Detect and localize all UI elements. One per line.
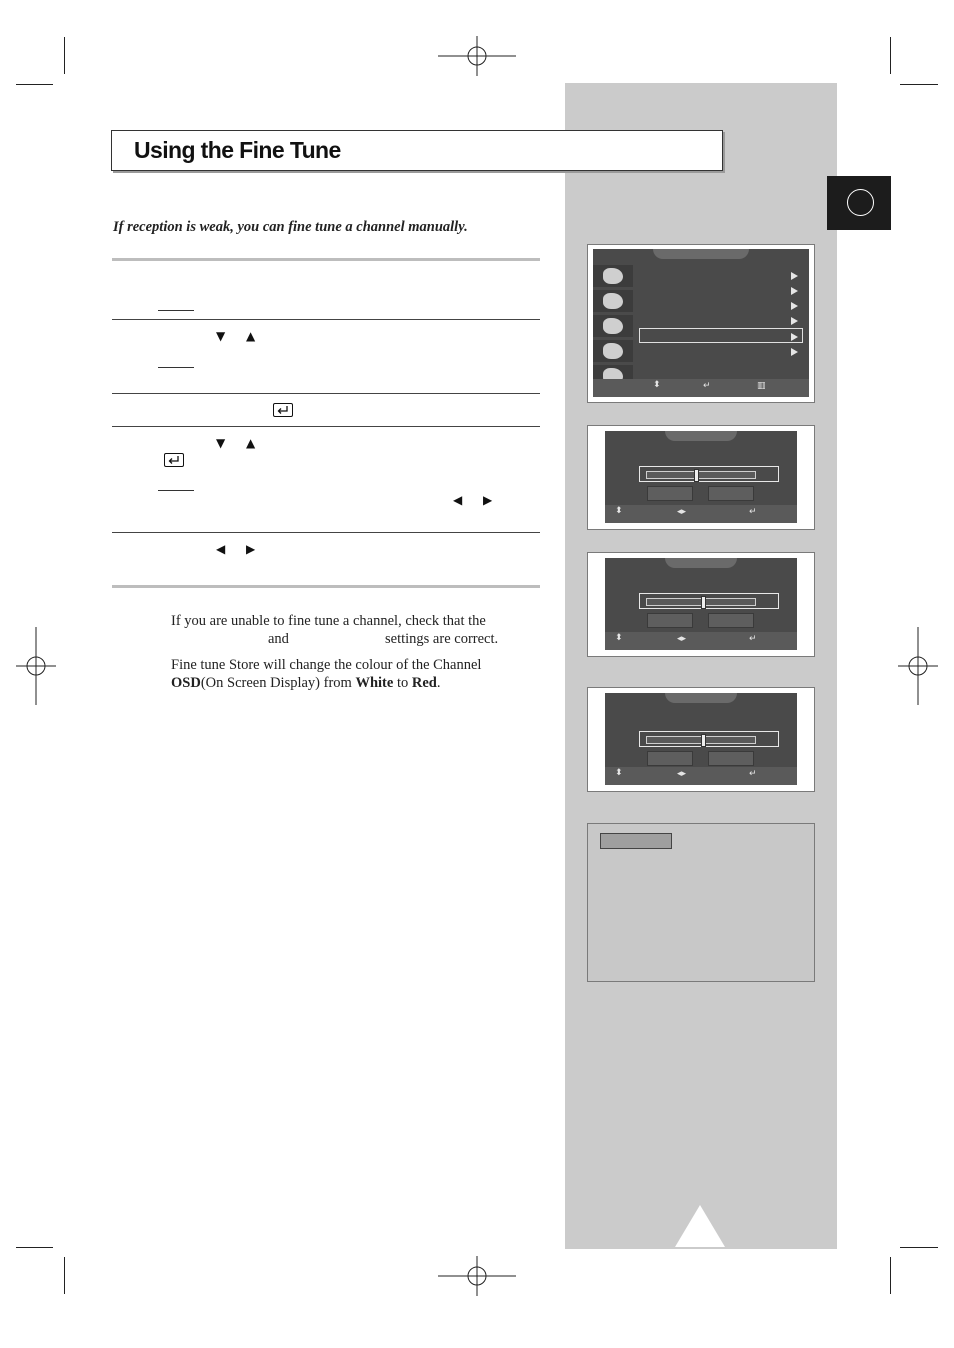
tv-menu-panel-4 (587, 687, 815, 792)
submenu-arrow-icon (791, 348, 798, 356)
slider-knob[interactable] (701, 596, 706, 609)
white-label: White (355, 675, 394, 691)
note-2-to: to (393, 675, 412, 691)
info-tag (600, 833, 672, 849)
registration-mark-icon (438, 36, 516, 76)
registration-mark-icon (16, 627, 56, 705)
fine-tune-slider[interactable] (639, 731, 779, 747)
tv-screen (593, 249, 809, 397)
enter-icon: ↵ (749, 769, 757, 779)
up-arrow-icon: ▲ (246, 436, 256, 450)
enter-icon: ↵ (749, 634, 757, 644)
left-arrow-icon: ◀ (216, 542, 226, 556)
menu-title-bar (665, 558, 737, 568)
step-divider (112, 532, 540, 533)
note-1-tail: settings are correct. (385, 631, 499, 647)
slider-track (646, 471, 756, 479)
enter-icon: ↵ (749, 507, 757, 517)
reset-button[interactable] (708, 486, 754, 501)
intro-text: If reception is weak, you can fine tune a channel manually. (113, 219, 468, 235)
menu-icon: ▥ (757, 381, 766, 391)
crop-mark (890, 37, 891, 74)
circle-icon (847, 189, 874, 216)
store-button[interactable] (647, 486, 693, 501)
tv-menu-panel-2 (587, 425, 815, 530)
note-2-mid: (On Screen Display) from (200, 675, 356, 691)
crop-mark (64, 37, 65, 74)
crop-mark (900, 1247, 938, 1248)
menu-title-bar (665, 431, 737, 441)
menu-icon-cell (593, 340, 633, 362)
section-divider (112, 585, 540, 588)
crop-mark (890, 1257, 891, 1294)
section-divider (112, 258, 540, 261)
registration-mark-icon (898, 627, 938, 705)
page-title: Using the Fine Tune (134, 137, 341, 163)
slider-track (646, 598, 756, 606)
down-arrow-icon: ▼ (216, 329, 226, 343)
slider-knob[interactable] (694, 469, 699, 482)
osd-label: OSD (171, 675, 201, 691)
crop-mark (64, 1257, 65, 1294)
step-divider (112, 426, 540, 427)
note-1-line2 (171, 630, 516, 648)
tv-screen (605, 558, 797, 650)
note-1 (171, 612, 516, 648)
submenu-arrow-icon (791, 317, 798, 325)
move-icon: ⬍ (615, 768, 623, 778)
reset-button[interactable] (708, 613, 754, 628)
note-2-line1: Fine tune Store will change the colour of the Channel (171, 657, 482, 673)
language-tab (827, 176, 891, 230)
down-arrow-icon: ▼ (216, 436, 226, 450)
store-button[interactable] (647, 751, 693, 766)
note-1-line1: If you are unable to fine tune a channel, check that the (171, 613, 486, 629)
submenu-arrow-icon (791, 333, 798, 341)
move-icon: ⬍ (615, 633, 623, 643)
crop-mark (900, 84, 938, 85)
menu-icon-cell (593, 290, 633, 312)
menu-title-bar (665, 693, 737, 703)
note-2 (171, 656, 516, 692)
left-arrow-icon: ◀ (453, 493, 463, 507)
menu-icon-column (593, 265, 633, 390)
adjust-icon: ◂▸ (677, 769, 687, 779)
note-2-end: . (436, 675, 441, 691)
adjust-icon: ◂▸ (677, 507, 687, 517)
next-page-triangle-icon (675, 1205, 725, 1247)
tv-menu-panel-1 (587, 244, 815, 403)
tv-menu-panel-3 (587, 552, 815, 657)
right-arrow-icon: ▶ (246, 542, 256, 556)
enter-icon (273, 403, 293, 417)
fine-tune-slider[interactable] (639, 466, 779, 482)
channel-icon (603, 318, 623, 334)
menu-help-bar (605, 632, 797, 650)
reset-button[interactable] (708, 751, 754, 766)
step-divider (112, 319, 540, 320)
tv-screen (605, 693, 797, 785)
slider-knob[interactable] (701, 734, 706, 747)
menu-title-bar (653, 249, 749, 259)
submenu-arrow-icon (791, 287, 798, 295)
picture-icon (603, 268, 623, 284)
adjust-icon: ◂▸ (677, 634, 687, 644)
setup-icon (603, 343, 623, 359)
title-box (111, 130, 723, 171)
note-2-line2 (171, 674, 516, 692)
registration-mark-icon (438, 1256, 516, 1296)
red-label: Red (411, 675, 437, 691)
slider-track (646, 736, 756, 744)
right-arrow-icon: ▶ (483, 493, 493, 507)
fine-tune-slider[interactable] (639, 593, 779, 609)
note-underline (158, 490, 194, 491)
up-arrow-icon: ▲ (246, 329, 256, 343)
note-1-and: and (268, 631, 289, 647)
move-icon: ⬍ (615, 506, 623, 516)
crop-mark (16, 84, 53, 85)
info-panel (587, 823, 815, 982)
note-underline (158, 367, 194, 368)
submenu-arrow-icon (791, 302, 798, 310)
store-button[interactable] (647, 613, 693, 628)
selected-menu-item (639, 328, 803, 343)
menu-help-bar (605, 767, 797, 785)
crop-mark (16, 1247, 53, 1248)
enter-icon (164, 453, 184, 467)
menu-icon-cell (593, 315, 633, 337)
enter-icon: ↵ (703, 381, 711, 391)
menu-icon-cell (593, 265, 633, 287)
menu-help-bar (605, 505, 797, 523)
submenu-arrow-icon (791, 272, 798, 280)
step-divider (112, 393, 540, 394)
sound-icon (603, 293, 623, 309)
menu-help-bar (593, 379, 809, 397)
note-underline (158, 310, 194, 311)
move-icon: ⬍ (653, 380, 661, 390)
tv-screen (605, 431, 797, 523)
